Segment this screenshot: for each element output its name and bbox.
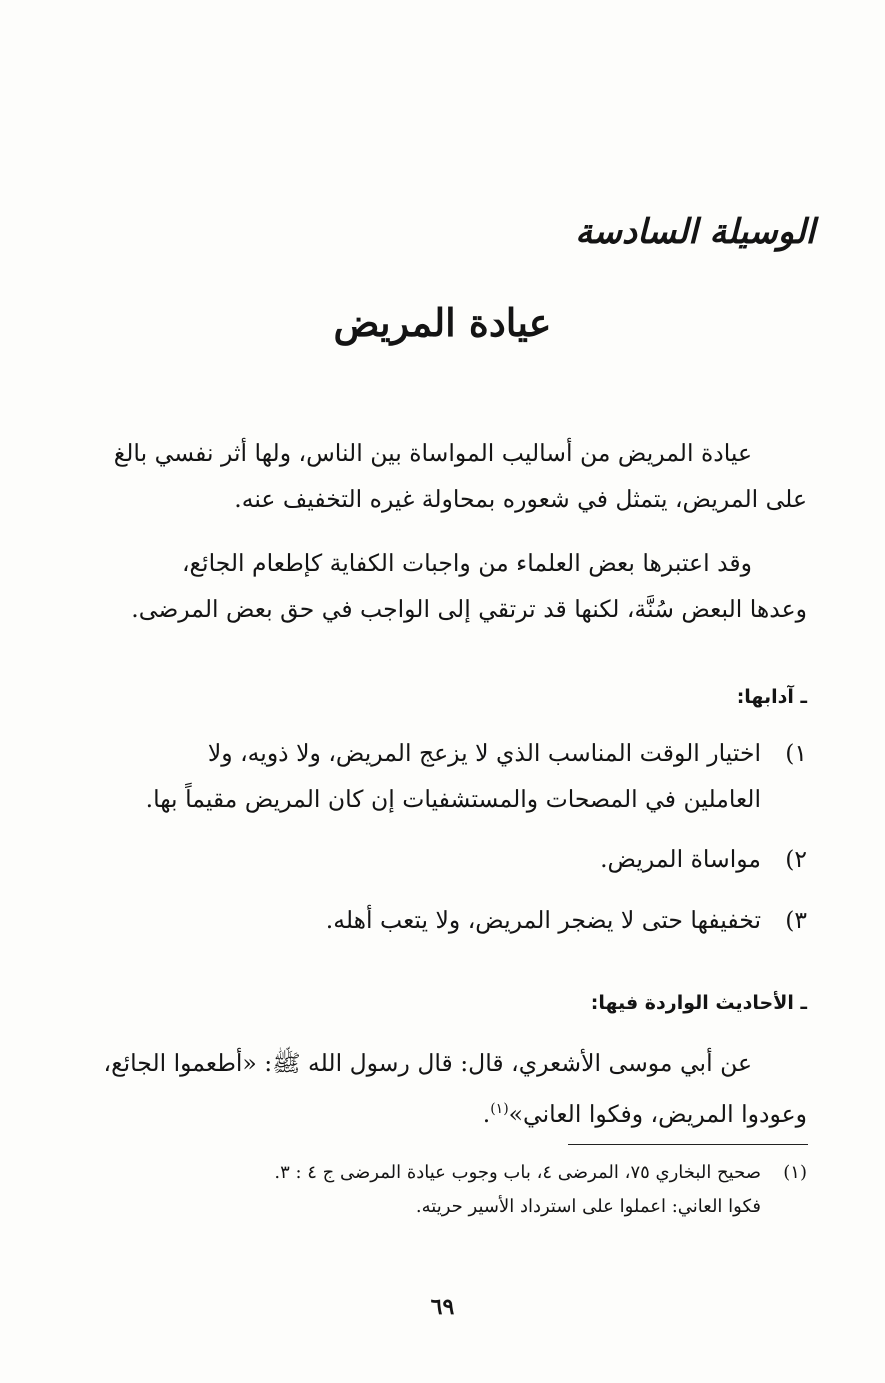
chapter-title: عيادة المريض <box>333 300 552 345</box>
list-item <box>79 897 807 943</box>
hadith-heading: ـ الأحاديث الواردة فيها: <box>590 992 807 1014</box>
etiquette-heading: ـ آدابها: <box>736 686 807 708</box>
paragraph-line: عيادة المريض من أساليب المواساة بين الناس، ولها أثر نفسي بالغ <box>113 439 752 467</box>
footnote-divider <box>568 1144 808 1145</box>
footnote-reference: (١) <box>490 1101 509 1117</box>
footnote-number: (١) <box>783 1162 807 1183</box>
paragraph-line: وقد اعتبرها بعض العلماء من واجبات الكفاية كإطعام الجائع، <box>181 549 752 577</box>
intro-paragraph <box>79 430 807 522</box>
footnote <box>79 1156 807 1224</box>
footnote-line: فكوا العاني: اعملوا على استرداد الأسير حريته. <box>415 1196 761 1217</box>
ruling-paragraph <box>79 540 807 632</box>
list-item-line: اختيار الوقت المناسب الذي لا يزعج المريض، ولا ذويه، ولا <box>207 739 761 767</box>
list-item-number: ٢) <box>785 845 807 873</box>
hadith-line: وعودوا المريض، وفكوا العاني» <box>508 1099 807 1128</box>
list-item <box>79 730 807 822</box>
footnote-line: صحيح البخاري ٧٥، المرضى ٤، باب وجوب عيادة المرضى ج ٤ : ٣. <box>274 1162 761 1183</box>
chapter-label: الوسيلة السادسة <box>575 212 815 252</box>
list-item-line: العاملين في المصحات والمستشفيات إن كان المريض مقيماً بها. <box>145 785 761 813</box>
hadith-paragraph <box>79 1040 807 1137</box>
list-item-number: ١) <box>785 739 807 767</box>
paragraph-line: على المريض، يتمثل في شعوره بمحاولة غيره التخفيف عنه. <box>234 485 807 513</box>
hadith-end-mark: . <box>482 1099 491 1128</box>
list-item-line: تخفيفها حتى لا يضجر المريض، ولا يتعب أهله. <box>325 906 761 934</box>
page-number: ٦٩ <box>430 1294 455 1320</box>
list-item-number: ٣) <box>785 906 807 934</box>
paragraph-line: وعدها البعض سُنَّة، لكنها قد ترتقي إلى الواجب في حق بعض المرضى. <box>131 595 807 623</box>
list-item <box>79 836 807 882</box>
list-item-line: مواساة المريض. <box>600 845 761 873</box>
hadith-line: عن أبي موسى الأشعري، قال: قال رسول الله ﷺ: «أطعموا الجائع، <box>103 1049 752 1077</box>
